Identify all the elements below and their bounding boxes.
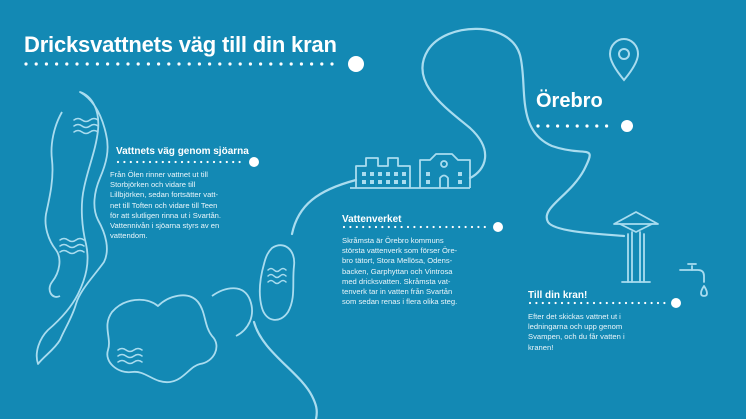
plant-heading: Vattenverket [342,214,402,225]
city-name: Örebro [536,90,603,112]
tap-heading: Till din kran! [528,290,588,301]
return-path-line [254,322,317,419]
water-tower-icon [614,212,658,282]
lake-olen [37,92,108,364]
city-underline [536,120,633,132]
water-plant-building-icon [350,154,470,188]
tap-icon [680,264,707,296]
lakes-underline [117,157,259,167]
location-pin-icon [610,39,638,80]
lake-toften [212,288,252,336]
lakes-heading: Vattnets väg genom sjöarna [116,146,249,157]
tap-body: Efter det skickas vattnet ut i ledningarna och upp genom Svampen, och du får vatten i kranen! [528,312,625,352]
title-underline [24,56,364,72]
lakes-body: Från Ölen rinner vattnet ut till Storbjörken och vidare till Lillbjörken, sedan fortsätter vatt- net till Toften och vidare till Teen för att slutligen rinna ut i Svartån. Vattennivån i sjöarna styrs av en vattendom. [110,170,222,241]
page-title: Dricksvattnets väg till din kran [24,32,337,57]
plant-body: Skråmsta är Örebro kommuns största vattenverk som förser Öre- bro tätort, Stora Mellösa, Odens- backen, Garphyttan och Vintrosa med dricksvatten. Skråmsta vat- tenverk tar in vatten från Svartån som sedan renas i flera olika steg. [342,236,458,307]
lake-lillbjorken [107,295,216,382]
lake-storbjorken [45,112,62,297]
lake-teen [260,245,294,320]
water-path-line [292,29,624,236]
